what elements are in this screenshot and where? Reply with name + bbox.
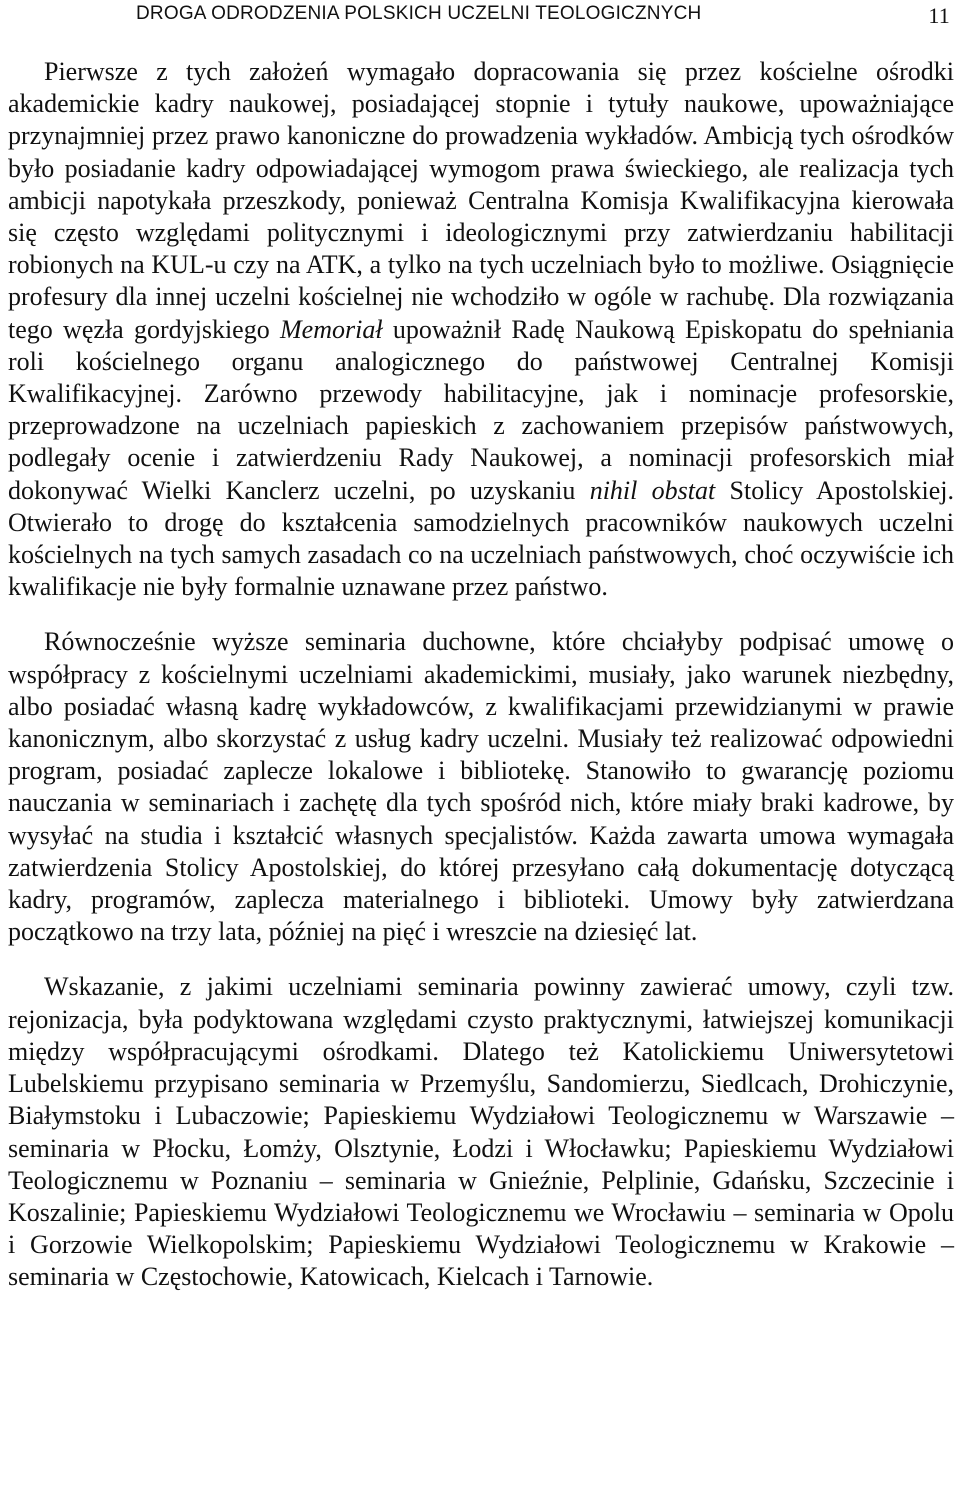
paragraph-1-text-3: Stolicy Apostolskiej. Otwierało to drogę do kształcenia samodzielnych pracowników naukowych uczelni kościelnych na tych samych zasadach co na uczelniach państwowych, choć oczywiście ich kwalifikacje nie były formalnie uznawane przez państwo. xyxy=(8,475,955,602)
nihil-obstat-italic: nihil obstat xyxy=(589,475,716,505)
paragraph-1-text-2: upoważnił Radę Naukową Episkopatu do spełniania roli kościelnego organu analogicznego do państwowej Centralnej Komisji Kwalifikacyjnej. Zarówno przewody habilitacyjne, jak i nominacje profesorskie, przeprowadzone na uczelniach papieskich z zachowaniem przepisów państwowych, podlegały ocenie i zatwierdzeniu Rady Naukowej, a nominacji profesorskich miał dokonywać Wielki Kanclerz uczelni, po uzyskaniu xyxy=(8,314,954,505)
body-text xyxy=(8,56,954,1294)
paragraph-1-text-1: Pierwsze z tych założeń wymagało dopracowania się przez kościelne ośrodki akademickie kadry naukowej, posiadającej stopnie i tytuły naukowe, upoważniające przynajmniej przez prawo kanoniczne do prowadzenia wykładów. Ambicją tych ośrodków było posiadanie kadry odpowiadającej wymogom prawa świeckiego, ale realizacja tych ambicji napotykała przeszkody, ponieważ Centralna Komisja Kwalifikacyjna kierowała się często względami politycznymi i ideologicznymi przy zatwierdzaniu habilitacji robionych na KUL-u czy na ATK, a tylko na tych uczelniach było to możliwe. Osiągnięcie profesury dla innej uczelni kościelnej nie wchodziło w ogóle w rachubę. Dla rozwiązania tego węzła gordyjskiego xyxy=(8,57,954,344)
paragraph-3: Wskazanie, z jakimi uczelniami seminaria powinny zawierać umowy, czyli tzw. rejonizacja, była podyktowana względami czysto praktycznymi, łatwiejszej komunikacji między współpracującymi ośrodkami. Dlatego też Katolickiemu Uniwersytetowi Lubelskiemu przypisano seminaria w Przemyślu, Sandomierzu, Siedlcach, Drohiczynie, Białymstoku i Lubaczowie; Papieskiemu Wydziałowi Teologicznemu w Warszawie – seminaria w Płocku, Łomży, Olsztynie, Łodzi i Włocławku; Papieskiemu Wydziałowi Teologicznemu w Poznaniu – seminaria w Gnieźnie, Pelplinie, Gdańsku, Szczecinie i Koszalinie; Papieskiemu Wydziałowi Teologicznemu we Wrocławiu – seminaria w Opolu i Gorzowie Wielkopolskim; Papieskiemu Wydziałowi Teologicznemu w Krakowie – seminaria w Częstochowie, Katowicach, Kielcach i Tarnowie. xyxy=(8,972,954,1292)
running-title: DROGA ODRODZENIA POLSKICH UCZELNI TEOLOGICZNYCH xyxy=(136,3,702,24)
page-number: 11 xyxy=(928,3,950,28)
document-page xyxy=(8,0,954,1294)
memorial-italic: Memoriał xyxy=(280,314,383,344)
paragraph-2: Równocześnie wyższe seminaria duchowne, które chciałyby podpisać umowę o współpracy z kościelnymi uczelniami akademickimi, musiały, jako warunek niezbędny, albo posiadać własną kadrę wykładowców, z kwalifikacjami przewidzianymi w prawie kanonicznym, albo skorzystać z usług kadry uczelni. Musiały też realizować odpowiedni program, posiadać zaplecze lokalowe i bibliotekę. Stanowiło to gwarancję poziomu nauczania w seminariach i zachętę dla tych spośród nich, które miały braki kadrowe, by wysyłać na studia i kształcić własnych specjalistów. Każda zawarta umowa wymagała zatwierdzenia Stolicy Apostolskiej, do której przesyłano całą dokumentację dotyczącą kadry, programów, zaplecza materialnego i biblioteki. Umowy były zatwierdzana początkowo na trzy lata, później na pięć i wreszcie na dziesięć lat. xyxy=(8,627,954,947)
paragraph-1 xyxy=(8,56,954,603)
running-header xyxy=(8,0,954,36)
